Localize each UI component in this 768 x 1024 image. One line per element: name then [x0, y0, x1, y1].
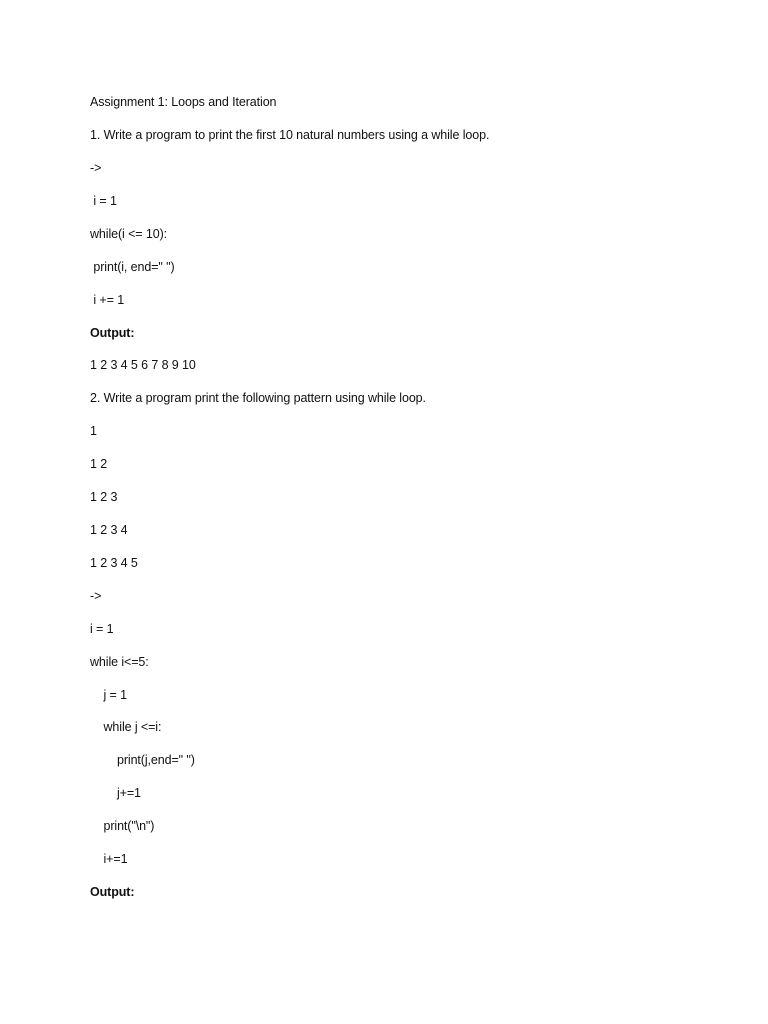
code-line: print(j,end=" ")	[90, 753, 195, 767]
code-line: i += 1	[90, 293, 125, 307]
output-label-1: Output:	[90, 326, 135, 340]
code-line: print(i, end=" ")	[90, 260, 175, 274]
output-label-2: Output:	[90, 885, 135, 899]
code-line: i+=1	[90, 852, 128, 866]
pattern-line: 1	[90, 424, 97, 438]
question-2: 2. Write a program print the following pattern using while loop.	[90, 391, 426, 405]
pattern-line: 1 2	[90, 457, 108, 471]
code-line: j = 1	[90, 688, 127, 702]
question-1: 1. Write a program to print the first 10 natural numbers using a while loop.	[90, 128, 490, 142]
output-1: 1 2 3 4 5 6 7 8 9 10	[90, 358, 196, 372]
answer-arrow-1: ->	[90, 161, 102, 175]
answer-arrow-2: ->	[90, 589, 102, 603]
code-line: while(i <= 10):	[90, 227, 168, 241]
pattern-line: 1 2 3	[90, 490, 118, 504]
code-line: j+=1	[90, 786, 141, 800]
pattern-line: 1 2 3 4 5	[90, 556, 138, 570]
code-line: i = 1	[90, 194, 117, 208]
code-line: print("\n")	[90, 819, 155, 833]
document-title: Assignment 1: Loops and Iteration	[90, 95, 277, 109]
pattern-line: 1 2 3 4	[90, 523, 128, 537]
code-line: i = 1	[90, 622, 114, 636]
code-line: while j <=i:	[90, 720, 162, 734]
code-line: while i<=5:	[90, 655, 149, 669]
